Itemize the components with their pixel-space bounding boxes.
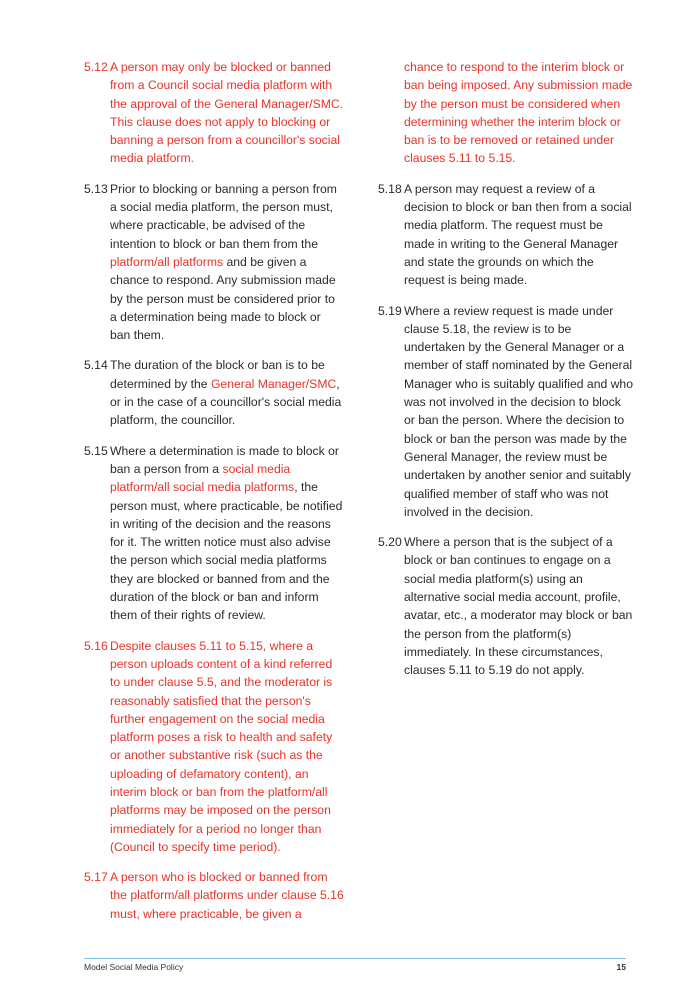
- clause-highlight: platform/all platforms: [110, 254, 224, 269]
- clause-5-17-continued: chance to respond to the interim block or ban being imposed. Any submission made by the person must be considered when determining whether the interim block or ban is to be removed or retained under clauses 5.11 to 5.15.: [404, 60, 633, 166]
- footer-divider: [84, 958, 626, 959]
- clause-5-18: [378, 180, 634, 290]
- page-number: 15: [616, 962, 626, 972]
- clause-5-20: [378, 533, 634, 679]
- clause-number: 5.13: [84, 181, 108, 196]
- clause-number: 5.20: [378, 535, 402, 550]
- clause-number: 5.15: [84, 443, 108, 458]
- clause-5-15: [84, 442, 344, 625]
- clause-5-19: [378, 302, 634, 522]
- clause-text: Where a determination is made to block or ban a person from a: [110, 443, 339, 476]
- clause-number: 5.17: [84, 870, 108, 885]
- clause-text: , the person must, where practicable, be notified in writing of the decision and the reasons for it. The written notice must also advise the person which social media platforms they are blocked or banned from and the duration of the block or ban and inform them of their rights of review.: [110, 480, 343, 623]
- clause-text: A person may request a review of a decision to block or ban then from a social media platform. The request must be made in writing to the General Manager and state the grounds on which the request is being made.: [404, 181, 632, 288]
- clause-number: 5.18: [378, 181, 402, 196]
- clause-number: 5.19: [378, 303, 402, 318]
- clause-text: Prior to blocking or banning a person from a social media platform, the person must, where practicable, be advised of the intention to block or ban them from the: [110, 181, 337, 251]
- clause-text: A person who is blocked or banned from the platform/all platforms under clause 5.16 must, where practicable, be given a: [110, 870, 344, 921]
- clause-number: 5.12: [84, 60, 108, 74]
- clause-5-13: [84, 180, 344, 345]
- left-column: [84, 58, 344, 935]
- clause-5-12: [84, 58, 344, 168]
- clause-text: , or in the case of a councillor's social media platform, the councillor.: [110, 376, 342, 428]
- clause-text: Despite clauses 5.11 to 5.15, where a person uploads content of a kind referred to under clause 5.5, and the moderator is reasonably satisfied that the person's further engagement on the social media platform poses a risk to health and safety or another substantive risk (such as the uploading of defamatory content), an interim block or ban from the platform/all platforms may be imposed on the person immediately for a period no longer than (Council to specify time period).: [110, 638, 333, 854]
- clause-text: The duration of the block or ban is to be determined by the: [110, 358, 325, 391]
- clause-number: 5.14: [84, 358, 108, 373]
- clause-number: 5.16: [84, 638, 108, 653]
- clause-text: Where a person that is the subject of a block or ban continues to engage on a social media platform(s) using an alternative social media account, profile, avatar, etc., a moderator may block or ban the person from the platform(s) immediately. In these circumstances, clauses 5.11 to 5.19 do not apply.: [404, 535, 633, 678]
- clause-text: and be given a chance to respond. Any submission made by the person must be considered prior to a determination being made to block or ban them.: [110, 254, 336, 343]
- clause-highlight: General Manager/SMC: [210, 376, 337, 391]
- clause-highlight: social media platform/all social media platforms: [110, 461, 295, 495]
- clause-5-17: [84, 868, 344, 923]
- footer-title: Model Social Media Policy: [84, 962, 184, 972]
- clause-text: Where a review request is made under clause 5.18, the review is to be undertaken by the General Manager or a member of staff nominated by the General Manager who is suitably qualified and who was not involved in the decision to block or ban the person. Where the decision to block or ban the person was made by the General Manager, the review must be undertaken by another senior and suitably qualified member of staff who was not involved in the decision.: [404, 303, 633, 519]
- clause-5-14: [84, 356, 344, 429]
- right-column: [378, 58, 634, 692]
- clause-5-16: [84, 637, 344, 857]
- clause-text: A person may only be blocked or banned from a Council social media platform with the approval of the General Manager/SMC. This clause does not apply to blocking or banning a person from a councillor's social media platform.: [110, 60, 344, 166]
